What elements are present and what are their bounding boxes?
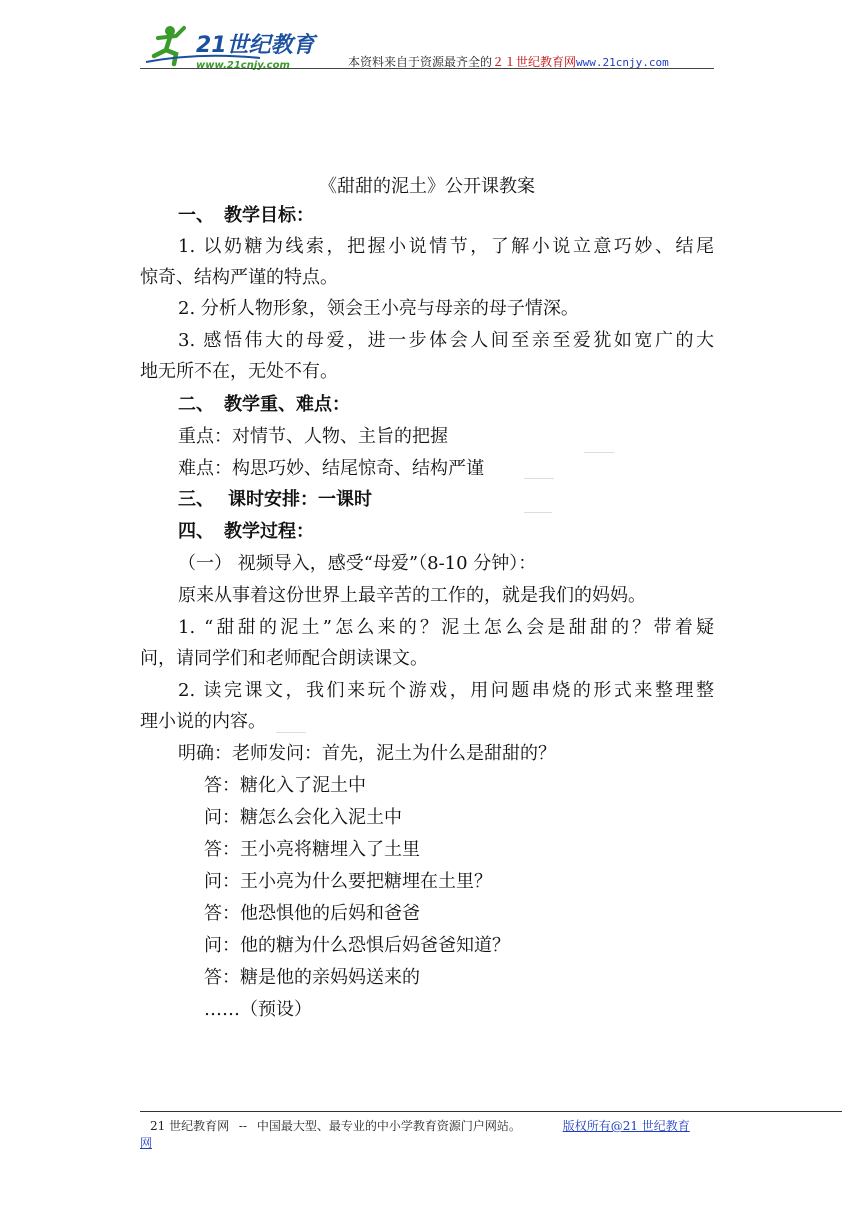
objective-1-line-2: 惊奇、结构严谨的特点。 — [140, 267, 338, 288]
footer-description: 中国最大型、最专业的中小学教育资源门户网站。 — [256, 1119, 521, 1133]
footer-dash: -- — [238, 1119, 248, 1133]
logo-wordmark: 21世纪教育 — [196, 33, 315, 58]
scan-artifact — [584, 452, 614, 453]
scan-artifact — [276, 732, 306, 733]
objective-1-line-1: 1. 以奶糖为线索，把握小说情节，了解小说立意巧妙、结尾 — [178, 236, 714, 257]
question-1-line-1: 1. “甜甜的泥土”怎么来的？泥土怎么会是甜甜的？带着疑 — [178, 617, 714, 638]
footer-copyright-link-wrap[interactable]: 网 — [140, 1136, 153, 1150]
objective-2: 2. 分析人物形象，领会王小亮与母亲的母子情深。 — [178, 298, 579, 319]
scan-artifact — [524, 478, 554, 479]
header-note-prefix: 本资料来自于资源最齐全的 — [348, 55, 493, 69]
difficult-point: 难点：构思巧妙、结尾惊奇、结构严谨 — [178, 458, 484, 479]
document-title: 《甜甜的泥土》公开课教案 — [319, 176, 535, 197]
key-point: 重点：对情节、人物、主旨的把握 — [178, 426, 448, 447]
page-header — [140, 22, 714, 72]
section-2-heading: 二、 教学重、难点： — [178, 394, 350, 415]
dialog-line: 答：糖化入了泥土中 — [204, 775, 366, 796]
dialog-line: 问：他的糖为什么恐惧后妈爸爸知道？ — [204, 935, 510, 956]
logo-url: www.21cnjy.com — [196, 60, 290, 70]
section-4-heading: 四、 教学过程： — [178, 521, 314, 542]
step-1-heading: （一） 视频导入，感受“母爱”（8-10 分钟）： — [178, 553, 537, 574]
header-divider — [140, 68, 714, 69]
dialog-line: ……（预设） — [204, 999, 312, 1020]
dialog-line: 答：王小亮将糖埋入了土里 — [204, 839, 420, 860]
question-1-line-2: 问，请同学们和老师配合朗读课文。 — [140, 648, 428, 669]
header-url-link[interactable]: www.21cnjy.com — [576, 56, 669, 69]
site-logo[interactable] — [140, 22, 330, 70]
question-2-line-2: 理小说的内容。 — [140, 711, 266, 732]
runner-logo-icon — [140, 22, 330, 70]
dialog-line: 答：他恐惧他的后妈和爸爸 — [204, 903, 420, 924]
section-1-heading: 一、 教学目标： — [178, 205, 314, 226]
page-footer — [140, 1118, 720, 1152]
scan-artifact — [524, 512, 552, 513]
intro-paragraph: 原来从事着这份世界上最辛苦的工作的，就是我们的妈妈。 — [178, 585, 646, 606]
question-2-line-1: 2. 读完课文，我们来玩个游戏，用问题串烧的形式来整理整 — [178, 680, 714, 701]
dialog-line: 答：糖是他的亲妈妈送来的 — [204, 967, 420, 988]
objective-3-line-1: 3. 感悟伟大的母爱，进一步体会人间至亲至爱犹如宽广的大 — [178, 330, 714, 351]
objective-3-line-2: 地无所不在，无处不有。 — [140, 361, 338, 382]
footer-copyright-link[interactable]: 版权所有@21 世纪教育 — [562, 1119, 690, 1133]
dialog-line: 问：糖怎么会化入泥土中 — [204, 807, 402, 828]
footer-site-name: 21 世纪教育网 — [150, 1119, 230, 1133]
section-3-heading: 三、 课时安排：一课时 — [178, 489, 372, 510]
header-brand-link[interactable]: ２１世纪教育网 — [492, 55, 577, 69]
clarification: 明确：老师发问：首先，泥土为什么是甜甜的？ — [178, 743, 556, 764]
footer-divider — [140, 1111, 842, 1112]
dialog-line: 问：王小亮为什么要把糖埋在土里？ — [204, 871, 492, 892]
